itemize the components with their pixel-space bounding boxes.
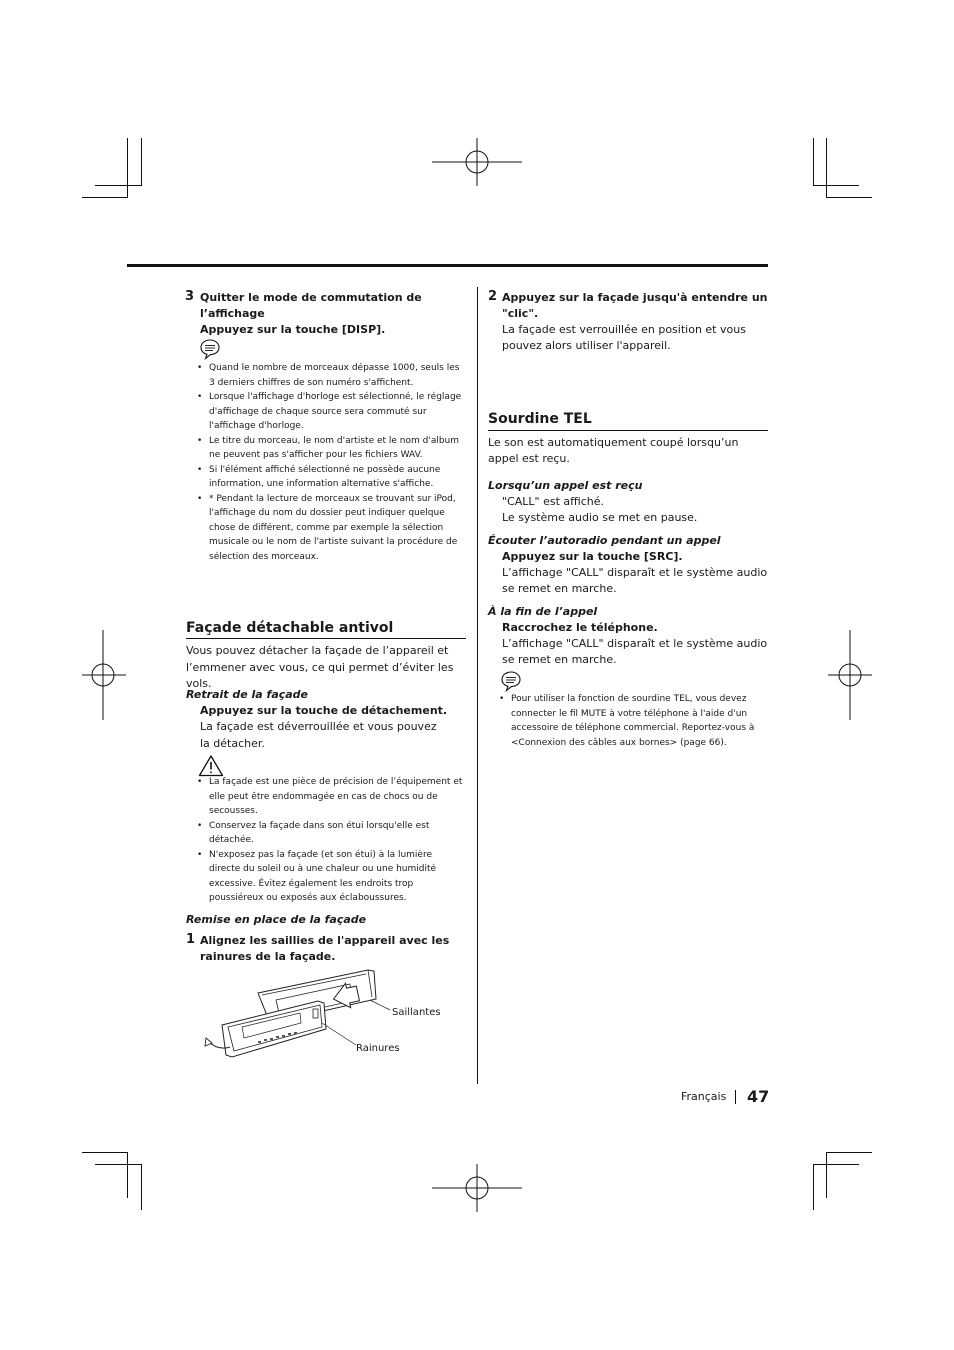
step-2-title: Appuyez sur la façade jusqu'à entendre un "clic". <box>502 291 768 320</box>
appel-recu-line2: Le système audio se met en pause. <box>502 511 698 524</box>
step-2-number: 2 <box>488 289 498 304</box>
subheading-retrait: Retrait de la façade <box>186 688 309 701</box>
appel-recu-line1: "CALL" est affiché. <box>502 495 605 508</box>
note-icon <box>199 338 221 360</box>
column-divider <box>477 287 478 1084</box>
retrait-result: La façade est déverrouillée et vous pouvez la détacher. <box>200 720 437 750</box>
ecouter-action: Appuyez sur la touche [SRC]. <box>502 550 683 563</box>
list-item: • Le titre du morceau, le nom d'artiste et le nom d'album ne peuvent pas s'afficher pour les fichiers WAV. <box>197 434 465 463</box>
section-intro-facade: Vous pouvez détacher la façade de l’appareil et l’emmener avec vous, ce qui permet d’éviter les vols. <box>186 644 454 690</box>
step-3-number: 3 <box>185 289 195 304</box>
subheading-fin: À la fin de l’appel <box>488 605 598 618</box>
list-item: • Si l'élément affiché sélectionné ne possède aucune information, une information alternative s'affiche. <box>197 463 465 492</box>
list-item: • Lorsque l'affichage d'horloge est sélectionné, le réglage d'affichage de chaque source sera commuté sur l'affichage d'horloge. <box>197 390 465 434</box>
page-footer <box>681 1087 771 1107</box>
retrait-action: Appuyez sur la touche de détachement. <box>200 704 448 717</box>
step-2-result: La façade est verrouillée en position et vous pouvez alors utiliser l'appareil. <box>502 323 746 352</box>
fin-result: L’affichage "CALL" disparaît et le système audio se remet en marche. <box>502 637 768 666</box>
step-1-number: 1 <box>186 932 196 947</box>
registration-mark-bottom <box>430 1162 524 1214</box>
footer-language: Français <box>681 1090 727 1103</box>
notes-list-display <box>197 361 465 564</box>
list-item: • * Pendant la lecture de morceaux se trouvant sur iPod, l'affichage du nom du dossier peut indiquer quelque chose de différent, comme par exemple la sélection musicale ou le nom de l'artiste suivant la procédure de sélection des morceaux. <box>197 492 465 565</box>
list-item: • Quand le nombre de morceaux dépasse 1000, seuls les 3 derniers chiffres de son numéro s'affichent. <box>197 361 465 390</box>
list-item: • Pour utiliser la fonction de sourdine TEL, vous devez connecter le fil MUTE à votre téléphone à l'aide d'un accessoire de téléphone commercial. Reportez-vous à <Connexion des câbles aux bornes> (page 66). <box>499 692 765 750</box>
registration-mark-left <box>80 628 128 722</box>
registration-mark-right <box>826 628 874 722</box>
label-saillantes: Saillantes <box>392 1007 441 1018</box>
caution-icon <box>198 754 224 777</box>
list-item: • Conservez la façade dans son étui lorsqu'elle est détachée. <box>197 819 465 848</box>
section-title-sourdine: Sourdine TEL <box>488 411 592 427</box>
fin-action: Raccrochez le téléphone. <box>502 621 658 634</box>
section-title-facade: Façade détachable antivol <box>186 620 394 636</box>
header-rule <box>127 264 768 267</box>
subheading-appel-recu: Lorsqu’un appel est reçu <box>488 479 643 492</box>
step-3-title: Quitter le mode de commutation de l’affichage Appuyez sur la touche [DISP]. <box>200 291 422 336</box>
list-item: • N'exposez pas la façade (et son étui) à la lumière directe du soleil ou à une chaleur ou une humidité excessive. Évitez également les endroits trop poussiéreux ou exposés aux éclaboussures. <box>197 848 465 906</box>
list-item: • La façade est une pièce de précision de l’équipement et elle peut être endommagée en cas de chocs ou de secousses. <box>197 775 465 819</box>
note-icon <box>500 670 522 692</box>
step-1-text: Alignez les saillies de l'appareil avec les rainures de la façade. <box>200 934 450 963</box>
subheading-remise: Remise en place de la façade <box>186 913 367 926</box>
label-rainures: Rainures <box>356 1043 400 1054</box>
ecouter-result: L’affichage "CALL" disparaît et le système audio se remet en marche. <box>502 566 768 595</box>
caution-list <box>197 775 465 906</box>
section-rule-sourdine <box>488 430 768 431</box>
registration-mark-top <box>430 136 524 188</box>
footer-divider <box>735 1090 736 1104</box>
notes-list-sourdine <box>499 692 765 750</box>
subheading-ecouter: Écouter l’autoradio pendant un appel <box>488 534 721 547</box>
section-intro-sourdine: Le son est automatiquement coupé lorsqu’un appel est reçu. <box>488 436 739 465</box>
page-number: 47 <box>747 1087 770 1106</box>
section-rule-facade <box>186 638 466 639</box>
